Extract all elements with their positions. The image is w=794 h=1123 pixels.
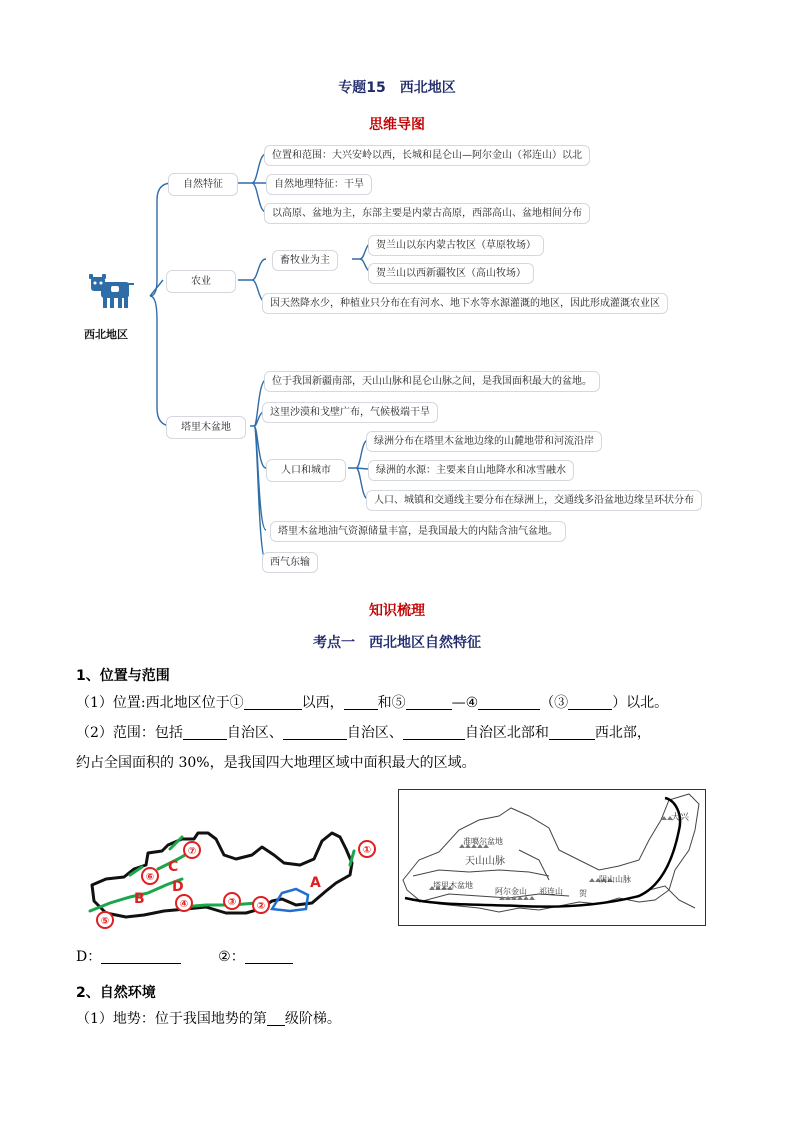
blank-7[interactable] bbox=[283, 726, 347, 740]
branch-agriculture: 农业 bbox=[166, 270, 236, 293]
blank-3[interactable] bbox=[406, 696, 452, 710]
q1-line1-text-f: ）以北。 bbox=[612, 695, 669, 711]
tarim-sub-population: 人口和城市 bbox=[266, 459, 346, 482]
map-num-3: ③ bbox=[227, 897, 237, 908]
q2-line1-text-a: （1）地势：位于我国地势的第 bbox=[76, 1011, 267, 1027]
map-label-yinshan: 阴山山脉 bbox=[599, 875, 631, 884]
mindmap-root-label: 西北地区 bbox=[84, 328, 128, 341]
map-num-6: ⑥ bbox=[145, 872, 155, 883]
page-title: 专题15 西北地区 bbox=[338, 80, 456, 96]
natural-item-location: 位置和范围：大兴安岭以西，长城和昆仑山—阿尔金山（祁连山）以北 bbox=[264, 145, 590, 166]
q1-line1 bbox=[76, 692, 668, 712]
answer-two-label: ②： bbox=[218, 949, 245, 965]
branch-natural: 自然特征 bbox=[168, 173, 238, 196]
mindmap-title: 思维导图 bbox=[369, 117, 425, 133]
blank-8[interactable] bbox=[403, 726, 465, 740]
map-label-b: B bbox=[134, 891, 145, 907]
q1-line1-text-c: 和⑤ bbox=[377, 695, 406, 711]
natural-item-terrain: 以高原、盆地为主，东部主要是内蒙古高原，西部高山、盆地相间分布 bbox=[264, 203, 590, 224]
q2-heading: 2、自然环境 bbox=[76, 985, 156, 1001]
blank-4[interactable] bbox=[478, 696, 540, 710]
answer-d-blank[interactable] bbox=[101, 950, 181, 964]
map-label-tianshan: 天山山脉 bbox=[465, 856, 505, 867]
map-label-daxing: 大兴 bbox=[671, 813, 690, 823]
blank-6[interactable] bbox=[183, 726, 227, 740]
answer-two-blank[interactable] bbox=[245, 950, 293, 964]
blank-10[interactable] bbox=[267, 1012, 285, 1026]
tarim-sub-item-water: 绿洲的水源：主要来自山地降水和冰雪融水 bbox=[368, 460, 574, 481]
q1-line2-text-c: 自治区、 bbox=[346, 725, 403, 741]
blank-2[interactable] bbox=[344, 696, 378, 710]
agri-sub-livestock: 畜牧业为主 bbox=[272, 250, 338, 271]
q2-line1 bbox=[76, 1008, 341, 1028]
section-subtitle: 考点一 西北地区自然特征 bbox=[313, 635, 481, 651]
q1-line2-text-e: 西北部， bbox=[594, 725, 651, 741]
sketch-map-left bbox=[86, 825, 380, 931]
q1-line2 bbox=[76, 722, 651, 742]
blank-9[interactable] bbox=[549, 726, 595, 740]
map-label-tarim: 塔里木盆地 bbox=[433, 881, 473, 890]
q1-heading: 1、位置与范围 bbox=[76, 668, 170, 684]
branch-tarim: 塔里木盆地 bbox=[166, 416, 246, 439]
tarim-sub-item-oasis: 绿洲分布在塔里木盆地边缘的山麓地带和河流沿岸 bbox=[366, 431, 602, 452]
natural-item-feature: 自然地理特征：干旱 bbox=[266, 174, 372, 195]
map-label-he: 贺 bbox=[579, 889, 587, 898]
tarim-item-gas: 西气东输 bbox=[262, 552, 318, 573]
map-label-junggar: 准噶尔盆地 bbox=[463, 837, 503, 846]
blank-5[interactable] bbox=[568, 696, 612, 710]
q1-line1-text-e: （③ bbox=[540, 695, 569, 711]
agri-item-irrigation: 因天然降水少，种植业只分布在有河水、地下水等水源灌溉的地区，因此形成灌溉农业区 bbox=[262, 293, 668, 314]
q1-line1-text-d: —④ bbox=[451, 695, 479, 711]
tarim-item-oil: 塔里木盆地油气资源储量丰富，是我国最大的内陆含油气盆地。 bbox=[270, 521, 566, 542]
q1-line3: 约占全国面积的 30%，是我国四大地理区域中面积最大的区域。 bbox=[76, 755, 476, 771]
section-title: 知识梳理 bbox=[369, 603, 425, 619]
agri-sub-item-west: 贺兰山以西新疆牧区（高山牧场） bbox=[368, 263, 534, 284]
answer-row bbox=[76, 946, 293, 966]
map-num-7: ⑦ bbox=[187, 846, 197, 857]
map-right bbox=[398, 789, 706, 926]
tarim-item-desert: 这里沙漠和戈壁广布，气候极端干旱 bbox=[262, 402, 438, 423]
agri-sub-item-east: 贺兰山以东内蒙古牧区（草原牧场） bbox=[368, 235, 544, 256]
map-label-c: C bbox=[168, 859, 179, 875]
q1-line1-text-a: （1）位置:西北地区位于① bbox=[76, 695, 244, 711]
map-num-2: ② bbox=[256, 901, 266, 912]
q1-line2-text-a: （2）范围：包括 bbox=[76, 725, 183, 741]
map-num-1: ① bbox=[362, 845, 372, 856]
q1-line1-text-b: 以西， bbox=[301, 695, 344, 711]
mindmap-root bbox=[82, 272, 146, 342]
tarim-sub-item-towns: 人口、城镇和交通线主要分布在绿洲上，交通线多沿盆地边缘呈环状分布 bbox=[366, 490, 702, 511]
tarim-item-location: 位于我国新疆南部，天山山脉和昆仑山脉之间，是我国面积最大的盆地。 bbox=[264, 371, 600, 392]
map-num-4: ④ bbox=[179, 899, 189, 910]
answer-d-label: D： bbox=[76, 949, 102, 965]
map-num-5: ⑤ bbox=[100, 916, 110, 927]
blank-1[interactable] bbox=[244, 696, 302, 710]
q1-line2-text-d: 自治区北部和 bbox=[464, 725, 549, 741]
map-label-altun: 阿尔金山 bbox=[495, 887, 527, 896]
q2-line1-text-b: 级阶梯。 bbox=[284, 1011, 341, 1027]
q1-line2-text-b: 自治区、 bbox=[226, 725, 283, 741]
cow-icon bbox=[87, 272, 137, 310]
map-right-drawing bbox=[399, 790, 706, 926]
map-label-d: D bbox=[172, 879, 184, 895]
map-label-a: A bbox=[310, 875, 321, 891]
map-label-qilian: 祁连山 bbox=[539, 887, 563, 896]
